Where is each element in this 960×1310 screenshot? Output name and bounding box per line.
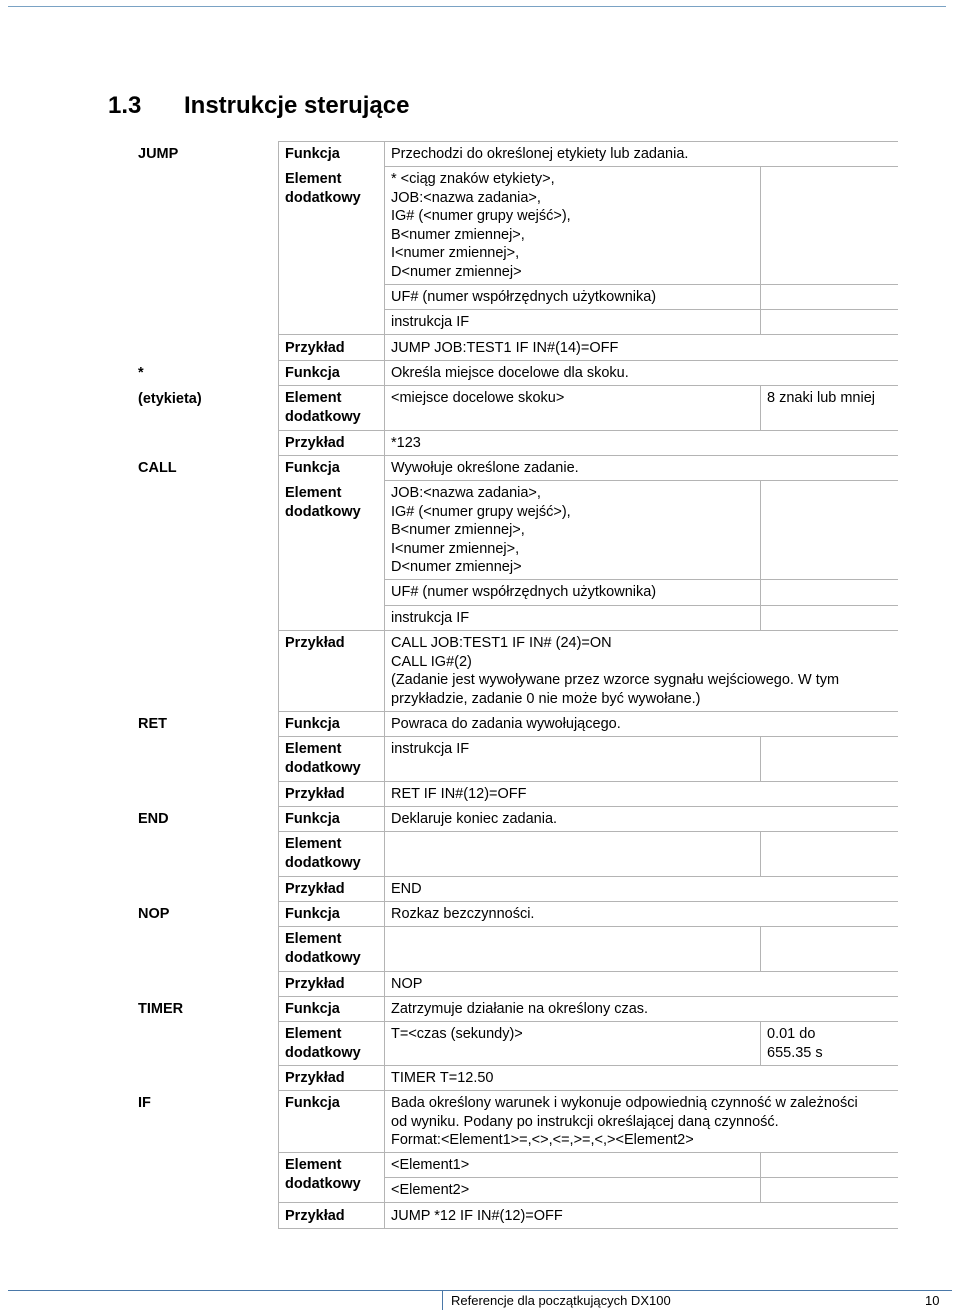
table-rule <box>384 579 898 580</box>
table-rule <box>278 711 898 712</box>
table-rule <box>760 385 761 430</box>
przyklad-label: Przykład <box>285 881 345 897</box>
table-rule <box>384 309 898 310</box>
element-label: Element dodatkowy <box>285 1026 361 1061</box>
funkcja-label: Funkcja <box>285 460 340 476</box>
funkcja-text: Deklaruje koniec zadania. <box>391 811 558 827</box>
element-label: Element dodatkowy <box>285 485 361 520</box>
funkcja-text: Przechodzi do określonej etykiety lub zadania. <box>391 146 689 162</box>
element-label: Element dodatkowy <box>285 390 361 425</box>
table-rule <box>760 736 761 781</box>
table-rule <box>760 831 761 876</box>
footer-divider <box>442 1290 443 1310</box>
funkcja-text: Powraca do zadania wywołującego. <box>391 716 621 732</box>
table-rule <box>278 334 898 335</box>
przyklad-text: NOP <box>391 976 423 992</box>
table-rule <box>384 166 898 167</box>
funkcja-label: Funkcja <box>285 811 340 827</box>
przyklad-text: JUMP JOB:TEST1 IF IN#(14)=OFF <box>391 340 619 356</box>
table-rule <box>278 806 898 807</box>
table-rule <box>760 1152 761 1202</box>
table-rule <box>384 141 385 1228</box>
top-rule <box>8 6 946 7</box>
table-rule <box>278 901 898 902</box>
section-heading <box>108 92 409 120</box>
table-rule <box>278 1021 898 1022</box>
przyklad-label: Przykład <box>285 340 345 356</box>
funkcja-label: Funkcja <box>285 146 340 162</box>
element-text: T=<czas (sekundy)> <box>391 1026 523 1042</box>
command-name-sub: (etykieta) <box>138 391 202 407</box>
przyklad-label: Przykład <box>285 635 345 651</box>
table-rule <box>760 480 761 630</box>
przyklad-text: CALL JOB:TEST1 IF IN# (24)=ON CALL IG#(2) (Zadanie jest wywoływane przez wzorce sygnału wejściowego. W tym przykładzie, zadanie 0 nie może być wywołane.) <box>391 635 840 707</box>
table-rule <box>278 926 898 927</box>
funkcja-text: Zatrzymuje działanie na określony czas. <box>391 1001 649 1017</box>
command-name: CALL <box>138 460 177 476</box>
funkcja-label: Funkcja <box>285 1001 340 1017</box>
table-rule <box>760 166 761 334</box>
table-rule <box>278 1152 898 1153</box>
table-rule <box>278 1202 898 1203</box>
table-rule <box>384 284 898 285</box>
element-label: Element dodatkowy <box>285 171 361 206</box>
table-rule <box>278 876 898 877</box>
funkcja-text: Wywołuje określone zadanie. <box>391 460 579 476</box>
table-rule <box>278 630 898 631</box>
przyklad-text: RET IF IN#(12)=OFF <box>391 786 527 802</box>
table-rule <box>278 141 898 142</box>
command-name: END <box>138 811 169 827</box>
section-number: 1.3 <box>108 92 142 119</box>
command-name: RET <box>138 716 167 732</box>
table-rule <box>278 455 898 456</box>
funkcja-label: Funkcja <box>285 716 340 732</box>
element-text: instrukcja IF <box>391 741 470 757</box>
footer-rule <box>8 1290 952 1291</box>
table-rule <box>760 1021 761 1065</box>
table-rule <box>278 996 898 997</box>
element-text: <Element1> <box>391 1157 470 1173</box>
table-rule <box>384 605 898 606</box>
element-text: * <ciąg znaków etykiety>, JOB:<nazwa zadania>, IG# (<numer grupy wejść>), B<numer zmiennej>, I<numer zmiennej>, D<numer zmiennej> <box>391 171 571 280</box>
table-rule <box>384 480 898 481</box>
przyklad-text: *123 <box>391 435 421 451</box>
table-rule <box>278 736 898 737</box>
command-name: TIMER <box>138 1001 184 1017</box>
table-rule <box>384 1177 898 1178</box>
funkcja-label: Funkcja <box>285 365 340 381</box>
table-rule <box>278 141 279 1228</box>
table-rule <box>278 385 898 386</box>
element-label: Element dodatkowy <box>285 931 361 966</box>
command-name: JUMP <box>138 146 179 162</box>
element-label: Element dodatkowy <box>285 741 361 776</box>
element-label: Element dodatkowy <box>285 1157 361 1192</box>
funkcja-text: Rozkaz bezczynności. <box>391 906 535 922</box>
page-number: 10 <box>925 1293 940 1308</box>
przyklad-label: Przykład <box>285 786 345 802</box>
element-text: JOB:<nazwa zadania>, IG# (<numer grupy wejść>), B<numer zmiennej>, I<numer zmiennej>, D<numer zmiennej> <box>391 485 571 575</box>
przyklad-label: Przykład <box>285 435 345 451</box>
funkcja-text: Określa miejsce docelowe dla skoku. <box>391 365 629 381</box>
footer-title: Referencje dla początkujących DX100 <box>451 1293 671 1308</box>
element-label: Element dodatkowy <box>285 836 361 871</box>
przyklad-text: TIMER T=12.50 <box>391 1070 494 1086</box>
table-rule <box>278 1090 898 1091</box>
table-rule <box>278 1065 898 1066</box>
element-text: <Element2> <box>391 1182 470 1198</box>
element-text: UF# (numer współrzędnych użytkownika) <box>391 289 657 305</box>
przyklad-label: Przykład <box>285 1208 345 1224</box>
funkcja-label: Funkcja <box>285 1095 340 1111</box>
table-rule <box>278 831 898 832</box>
command-name: IF <box>138 1095 151 1111</box>
table-rule <box>278 360 898 361</box>
przyklad-label: Przykład <box>285 1070 345 1086</box>
funkcja-label: Funkcja <box>285 906 340 922</box>
command-name: NOP <box>138 906 170 922</box>
element-text: instrukcja IF <box>391 314 470 330</box>
przyklad-text: JUMP *12 IF IN#(12)=OFF <box>391 1208 563 1224</box>
element-text: <miejsce docelowe skoku> <box>391 390 565 406</box>
element-text: UF# (numer współrzędnych użytkownika) <box>391 584 657 600</box>
przyklad-label: Przykład <box>285 976 345 992</box>
funkcja-text: Bada określony warunek i wykonuje odpowiednią czynność w zależności od wyniku. Podany po instrukcji określającej daną czynność. Format:<Element1>=,<>,<=,>=,<,><Element2> <box>391 1095 858 1148</box>
table-rule <box>278 971 898 972</box>
table-rule <box>278 1228 898 1229</box>
section-title: Instrukcje sterujące <box>184 92 410 119</box>
command-name: * <box>138 365 144 381</box>
table-rule <box>278 430 898 431</box>
table-rule <box>278 781 898 782</box>
przyklad-text: END <box>391 881 422 897</box>
element-note: 0.01 do 655.35 s <box>767 1026 823 1061</box>
table-rule <box>760 926 761 971</box>
element-note: 8 znaki lub mniej <box>767 390 875 406</box>
element-text: instrukcja IF <box>391 610 470 626</box>
